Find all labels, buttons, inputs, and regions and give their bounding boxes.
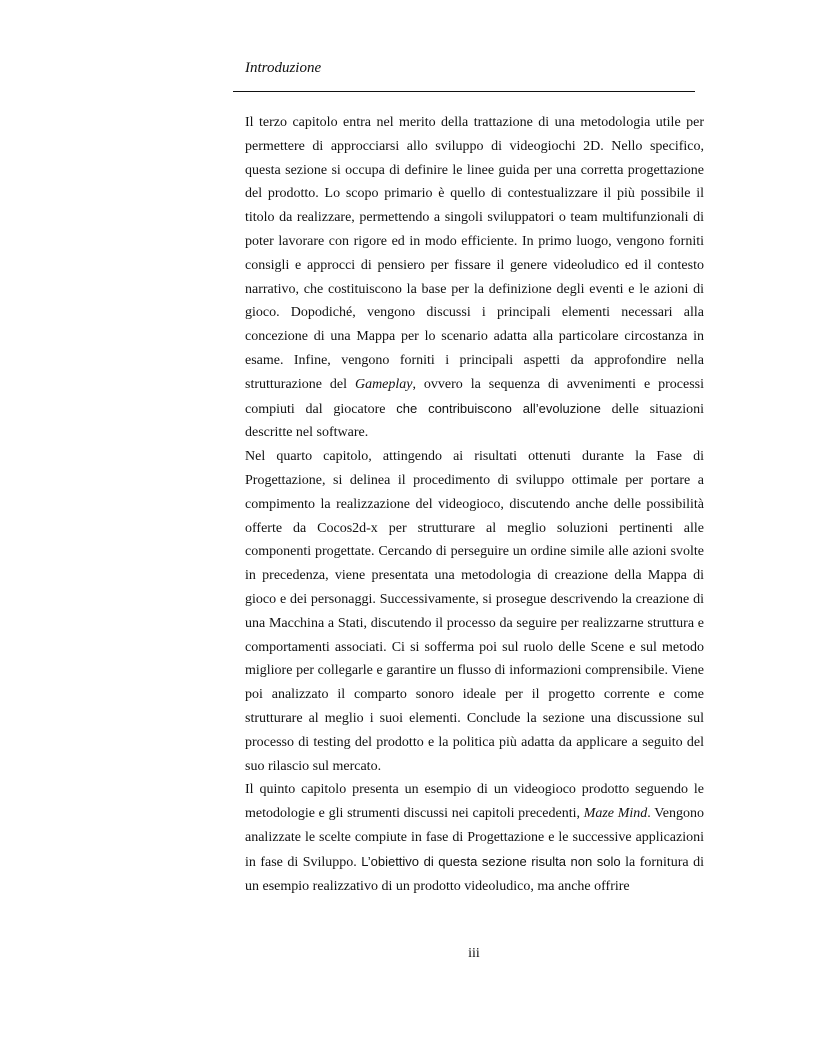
term-gameplay: Gameplay [354,376,413,392]
header-rule [233,91,695,92]
body-text [245,111,704,898]
paragraph-chapter-3 [245,111,704,445]
term-maze-mind: Maze Mind [583,806,648,822]
paragraph-text: . Vengono analizzate le scelte compiute in fase di Progettazione e le successive applicazioni in fase di Sviluppo. [245,806,704,870]
paragraph-text: Il terzo capitolo entra nel merito della trattazione di una metodologia utile per permettere di approcciarsi allo sviluppo di videogiochi 2D. Nello specifico, questa sezione si occupa di definire le linee guida per una corretta progettazione del prodotto. Lo scopo primario è quello di contestualizzare il più possibile il titolo da realizzare, permettendo a singoli sviluppatori o team multifunzionali di poter lavorare con rigore ed in modo efficiente. In primo luogo, vengono forniti consigli e approcci di pensiero per fissare il genere videoludico ed il contesto narrativo, che costituiscono la base per la definizione degli eventi e le azioni di gioco. Dopodiché, vengono discussi i principali elementi necessari alla concezione di una Mappa per lo scenario adatta alla particolare circostanza in esame. Infine, vengono forniti i principali aspetti da approfondire nella strutturazione del [245,115,704,392]
paragraph-text: Il quinto capitolo presenta un esempio di un videogioco prodotto seguendo le metodologie e gli strumenti discussi nei capitoli precedenti, [245,782,704,822]
page-number: iii [468,946,480,961]
pasted-text-snippet: L’obiettivo di questa sezione risulta non solo [361,853,621,869]
paragraph-text: , ovvero la sequenza di avvenimenti e processi compiuti dal giocatore [245,376,705,417]
paragraph-chapter-5 [245,778,704,898]
pasted-text-snippet: che contribuiscono all’evoluzione [396,400,601,416]
paragraph-chapter-4: Nel quarto capitolo, attingendo ai risultati ottenuti durante la Fase di Progettazione, si delinea il procedimento di sviluppo ottimale per portare a compimento la realizzazione del videogioco, discutendo anche delle possibilità offerte da Cocos2d-x per strutturare al meglio soluzioni pertinenti alle componenti progettate. Cercando di perseguire un ordine simile alle azioni svolte in precedenza, viene presentata una metodologia di creazione della Mappa di gioco e dei personaggi. Successivamente, si prosegue descrivendo la creazione di una Macchina a Stati, discutendo il processo da seguire per realizzarne struttura e comportamenti associati. Ci si sofferma poi sul ruolo delle Scene e sul metodo migliore per collegarle e garantire un flusso di informazioni comprensibile. Viene poi analizzato il comparto sonoro ideale per il progetto corrente e come strutturare al meglio i suoi elementi. Conclude la sezione una discussione sul processo di testing del prodotto e la politica più adatta da applicare a seguito del suo rilascio sul mercato. [245,449,704,774]
paragraph-text: delle situazioni descritte nel software. [245,401,705,441]
paragraph-text: la fornitura di un esempio realizzativo di un prodotto videoludico, ma anche offrire [245,854,704,894]
running-header-title: Introduzione [245,60,322,76]
